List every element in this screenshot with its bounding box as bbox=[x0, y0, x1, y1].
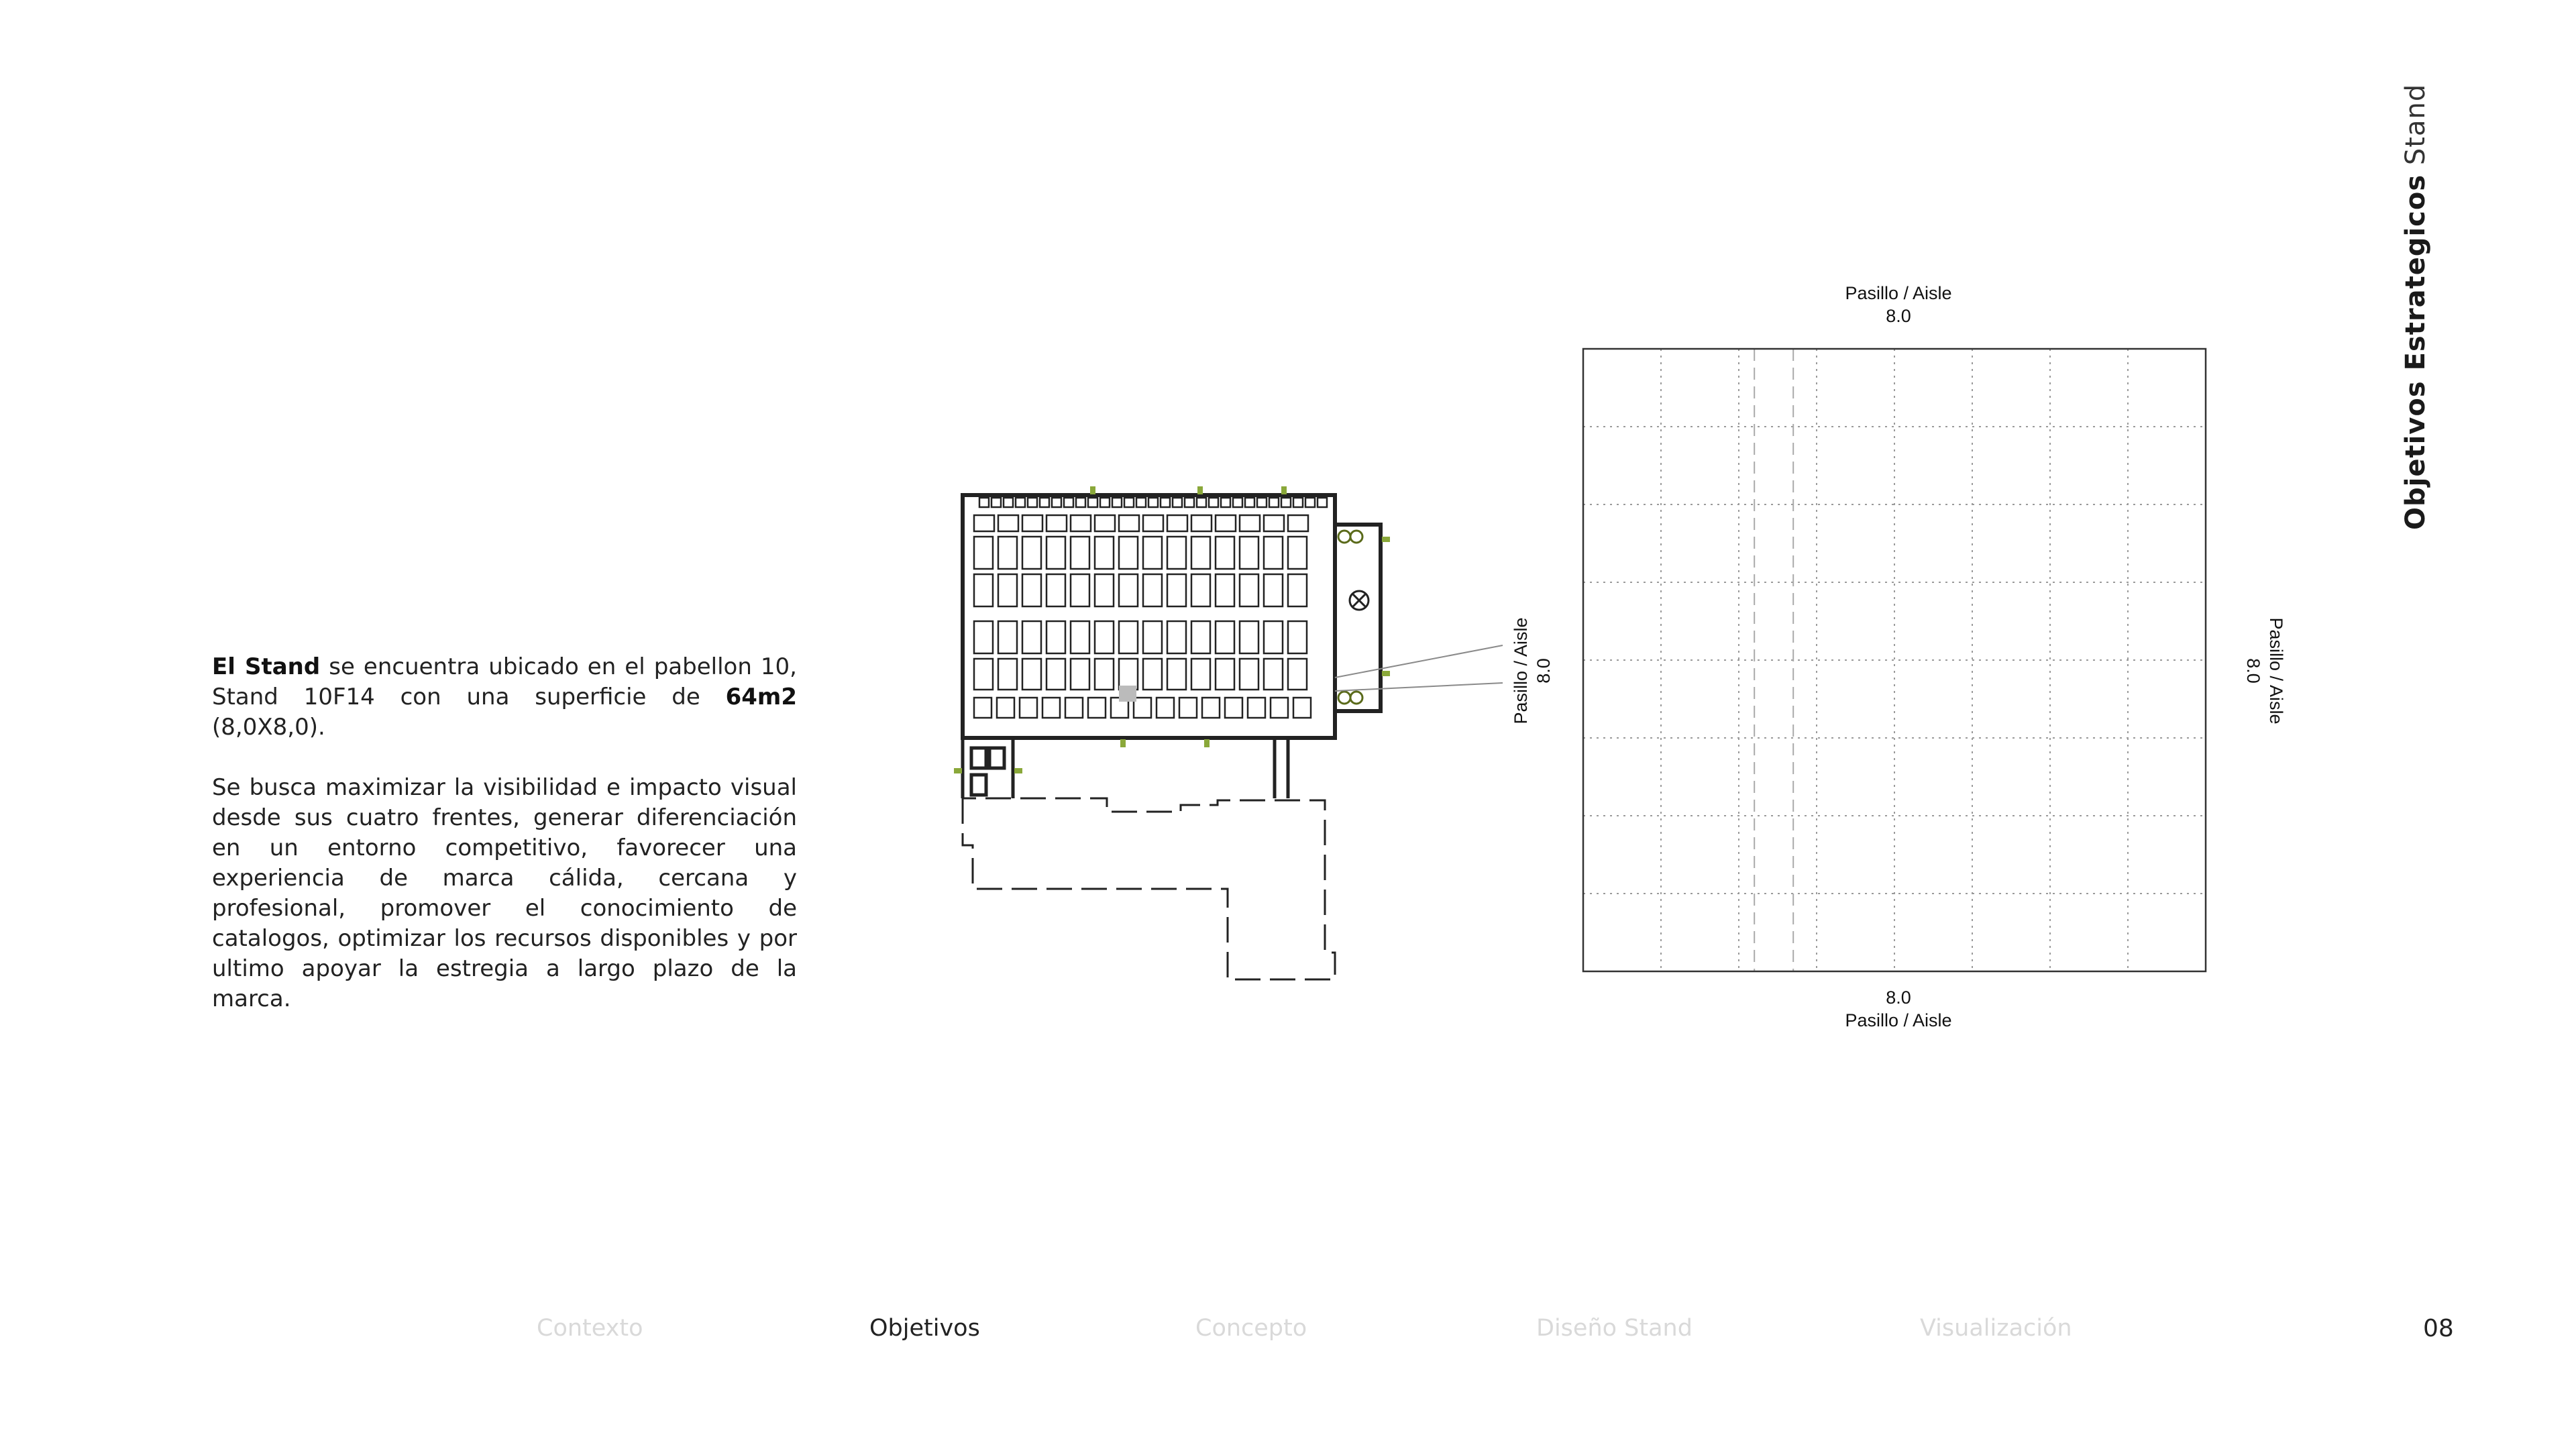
booth bbox=[1071, 621, 1089, 653]
booth bbox=[1216, 621, 1234, 653]
top-aisle-dim: 8.0 bbox=[1886, 306, 1911, 326]
booth bbox=[1052, 498, 1061, 507]
section-title-bold: Objetivos Estrategicos bbox=[2400, 174, 2431, 530]
bottom-aisle-label: Pasillo / Aisle bbox=[1845, 1010, 1952, 1030]
booth bbox=[1288, 515, 1308, 531]
booth bbox=[1042, 698, 1060, 718]
booth bbox=[998, 621, 1017, 653]
booth bbox=[1318, 498, 1327, 507]
booth bbox=[1264, 515, 1284, 531]
left-aisle bbox=[1509, 537, 1563, 805]
stand-plan bbox=[1509, 282, 2288, 1060]
top-aisle bbox=[1764, 282, 2033, 327]
booth bbox=[1028, 498, 1037, 507]
booth bbox=[1071, 659, 1089, 690]
booth bbox=[1191, 659, 1210, 690]
booth bbox=[1240, 659, 1258, 690]
booth bbox=[1046, 515, 1067, 531]
booth bbox=[1264, 659, 1283, 690]
intro-paragraph-1 bbox=[212, 652, 797, 743]
bottom-aisle-dim: 8.0 bbox=[1886, 987, 1911, 1008]
booth bbox=[1248, 698, 1265, 718]
booth bbox=[1216, 537, 1234, 569]
nav-item-contexto[interactable]: Contexto bbox=[537, 1315, 643, 1342]
booth bbox=[1095, 537, 1114, 569]
booth bbox=[1143, 515, 1163, 531]
booth bbox=[1225, 698, 1242, 718]
section-title bbox=[2400, 84, 2431, 530]
booth bbox=[1119, 621, 1138, 653]
booth bbox=[1100, 498, 1110, 507]
booth bbox=[1173, 498, 1182, 507]
top-aisle-label: Pasillo / Aisle bbox=[1845, 283, 1952, 303]
booth bbox=[1119, 537, 1138, 569]
booth bbox=[974, 515, 994, 531]
booth bbox=[1233, 498, 1242, 507]
intro-tail: (8,0X8,0). bbox=[212, 714, 325, 741]
booth bbox=[1281, 498, 1291, 507]
booth bbox=[974, 659, 993, 690]
booth bbox=[1240, 621, 1258, 653]
booth bbox=[1095, 659, 1114, 690]
booth bbox=[1065, 698, 1083, 718]
booth bbox=[1124, 498, 1134, 507]
nav-item-diseno-stand[interactable]: Diseño Stand bbox=[1536, 1315, 1693, 1342]
nav-item-concepto[interactable]: Concepto bbox=[1195, 1315, 1307, 1342]
booth bbox=[1076, 498, 1085, 507]
booth bbox=[1022, 621, 1041, 653]
booth bbox=[1240, 574, 1258, 606]
page-number: 08 bbox=[2423, 1315, 2454, 1342]
booth bbox=[1095, 515, 1115, 531]
booth bbox=[1161, 498, 1170, 507]
booth bbox=[1269, 498, 1279, 507]
booth bbox=[1179, 698, 1197, 718]
stand-outline bbox=[1583, 349, 2206, 971]
booth bbox=[1071, 537, 1089, 569]
booth bbox=[1157, 698, 1174, 718]
booth bbox=[1288, 537, 1307, 569]
booth bbox=[1240, 537, 1258, 569]
booth bbox=[1264, 574, 1283, 606]
booth bbox=[1119, 574, 1138, 606]
booth bbox=[998, 659, 1017, 690]
nav-item-visualizacion[interactable]: Visualización bbox=[1920, 1315, 2072, 1342]
booth bbox=[998, 537, 1017, 569]
booth bbox=[1112, 498, 1122, 507]
booth bbox=[1022, 537, 1041, 569]
booth bbox=[1095, 621, 1114, 653]
booth bbox=[1143, 537, 1162, 569]
booth bbox=[1064, 498, 1073, 507]
booth bbox=[1293, 698, 1311, 718]
booth bbox=[1088, 498, 1097, 507]
booth bbox=[1191, 515, 1212, 531]
booth bbox=[1216, 659, 1234, 690]
section-title-light: Stand bbox=[2400, 83, 2431, 166]
booth bbox=[1167, 537, 1186, 569]
booth bbox=[979, 498, 989, 507]
booth bbox=[1143, 574, 1162, 606]
intro-mid: se encuentra ubicado en el pabellon 10, Stand 10F14 con una superficie de bbox=[212, 653, 797, 710]
booth bbox=[1143, 621, 1162, 653]
booth bbox=[1197, 498, 1206, 507]
booth bbox=[1202, 698, 1220, 718]
booth bbox=[1293, 498, 1303, 507]
booth bbox=[1167, 515, 1187, 531]
right-aisle-label: Pasillo / Aisle bbox=[2266, 617, 2286, 724]
booth bbox=[1088, 698, 1106, 718]
booth bbox=[1016, 498, 1025, 507]
booth bbox=[974, 698, 991, 718]
bottom-aisle bbox=[1764, 986, 2033, 1032]
booth bbox=[1046, 621, 1065, 653]
booth bbox=[1022, 659, 1041, 690]
booth bbox=[1216, 515, 1236, 531]
booth bbox=[1264, 621, 1283, 653]
booth bbox=[1143, 659, 1162, 690]
booth bbox=[1191, 537, 1210, 569]
booth bbox=[1148, 498, 1158, 507]
hall-floor-plan bbox=[939, 470, 1516, 993]
booth bbox=[1191, 574, 1210, 606]
booth bbox=[974, 574, 993, 606]
booth bbox=[1046, 574, 1065, 606]
booth bbox=[1185, 498, 1194, 507]
booth bbox=[1167, 574, 1186, 606]
booth bbox=[1004, 498, 1013, 507]
booth bbox=[1240, 515, 1260, 531]
booth bbox=[998, 515, 1018, 531]
booth bbox=[1167, 659, 1186, 690]
left-aisle-dim: 8.0 bbox=[1534, 658, 1554, 684]
booth bbox=[1119, 515, 1139, 531]
booth bbox=[1191, 621, 1210, 653]
intro-text bbox=[212, 652, 797, 1044]
booth bbox=[1288, 621, 1307, 653]
intro-area: 64m2 bbox=[725, 684, 797, 710]
booth bbox=[1271, 698, 1288, 718]
intro-lead: El Stand bbox=[212, 653, 321, 680]
booth bbox=[1020, 698, 1037, 718]
booth bbox=[991, 498, 1001, 507]
booth bbox=[1046, 659, 1065, 690]
intro-paragraph-2: Se busca maximizar la visibilidad e impacto visual desde sus cuatro frentes, generar diferenciación en un entorno competitivo, favorecer una experiencia de marca cálida, cercana y profesional, promover el conocimiento de catalogos, optimizar los recursos disponibles y por ultimo apoyar la estregia a largo plazo de la marca. bbox=[212, 774, 797, 1012]
booth bbox=[1022, 574, 1041, 606]
booth bbox=[1136, 498, 1146, 507]
booth bbox=[1022, 515, 1042, 531]
nav-item-objetivos[interactable]: Objetivos bbox=[869, 1315, 980, 1342]
booth bbox=[1257, 498, 1267, 507]
booth bbox=[974, 537, 993, 569]
booth bbox=[1095, 574, 1114, 606]
booth bbox=[1245, 498, 1254, 507]
booth bbox=[997, 698, 1014, 718]
booth bbox=[1288, 659, 1307, 690]
booth bbox=[1216, 574, 1234, 606]
booth bbox=[1119, 659, 1138, 690]
booth bbox=[1209, 498, 1218, 507]
booth bbox=[1046, 537, 1065, 569]
right-aisle bbox=[2234, 537, 2288, 805]
booth bbox=[1071, 515, 1091, 531]
booth bbox=[1264, 537, 1283, 569]
booth bbox=[1288, 574, 1307, 606]
booth bbox=[1040, 498, 1049, 507]
booth bbox=[1305, 498, 1315, 507]
booth bbox=[1221, 498, 1230, 507]
booth bbox=[998, 574, 1017, 606]
booth bbox=[974, 621, 993, 653]
booth bbox=[1167, 621, 1186, 653]
right-aisle-dim: 8.0 bbox=[2243, 658, 2263, 684]
left-aisle-label: Pasillo / Aisle bbox=[1511, 617, 1531, 724]
booth bbox=[1071, 574, 1089, 606]
stand-grid bbox=[1509, 282, 2288, 1060]
